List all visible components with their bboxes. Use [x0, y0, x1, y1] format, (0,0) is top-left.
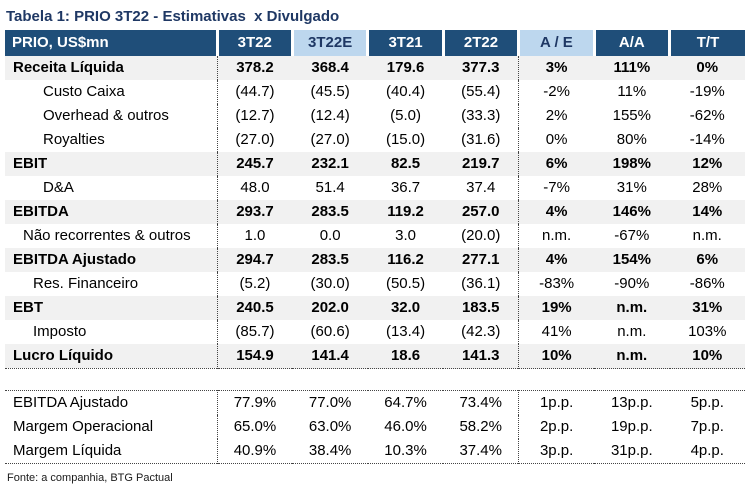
value-cell: 6%: [519, 152, 594, 176]
value-cell: 41%: [519, 320, 594, 344]
value-cell: 377.3: [443, 56, 518, 80]
value-cell: -14%: [689, 131, 725, 148]
table-row: [5, 80, 745, 104]
value-cell: -7%: [519, 176, 594, 200]
value-cell: 31p.p.: [610, 442, 653, 459]
value-cell: 2p.p.: [519, 415, 594, 439]
table-row: [5, 152, 745, 176]
row-label: EBITDA Ajustado: [5, 248, 217, 272]
value-cell: 10%: [670, 344, 745, 369]
estimates-vs-reported-table: [5, 30, 745, 369]
value-cell: 277.1: [443, 248, 518, 272]
value-cell: 1p.p.: [519, 391, 594, 416]
value-cell: 0.0: [319, 227, 341, 244]
table-row: [5, 415, 745, 439]
value-cell: 103%: [688, 323, 727, 340]
value-cell: n.m.: [617, 323, 647, 340]
value-cell: 198%: [594, 152, 669, 176]
row-label: Margem Líquida: [13, 442, 122, 459]
value-cell: 11%: [617, 83, 647, 100]
value-cell: 58.2%: [459, 418, 502, 435]
row-label: Imposto: [33, 323, 87, 340]
value-cell: 4p.p.: [690, 442, 724, 459]
value-cell: n.m.: [692, 227, 722, 244]
row-label: Não recorrentes & outros: [23, 227, 191, 244]
table-row: [5, 248, 745, 272]
value-cell: n.m.: [594, 296, 669, 320]
value-cell: 77.0%: [308, 394, 352, 411]
value-cell: 19p.p.: [610, 418, 653, 435]
value-cell: 65.0%: [217, 415, 292, 439]
value-cell: 240.5: [217, 296, 292, 320]
value-cell: 64.7%: [384, 394, 427, 411]
value-cell: 119.2: [368, 200, 443, 224]
value-cell: 154%: [594, 248, 669, 272]
value-cell: 12%: [670, 152, 745, 176]
value-cell: 51.4: [315, 179, 345, 196]
value-cell: 77.9%: [217, 391, 292, 416]
value-cell: 37.4%: [459, 442, 502, 459]
value-cell: 202.0: [292, 296, 367, 320]
value-cell: (27.0): [310, 131, 350, 148]
value-cell: 4%: [519, 248, 594, 272]
value-cell: 36.7: [390, 179, 421, 196]
value-cell: 257.0: [443, 200, 518, 224]
value-cell: (5.2): [217, 272, 292, 296]
header-cell: 2T22: [443, 30, 518, 56]
value-cell: 7p.p.: [690, 418, 724, 435]
margins-table: [5, 390, 745, 464]
value-cell: 28%: [692, 179, 723, 196]
value-cell: 4%: [519, 200, 594, 224]
value-cell: -62%: [689, 107, 725, 124]
header-cell: 3T21: [368, 30, 443, 56]
table-row: [5, 56, 745, 80]
value-cell: 37.4: [466, 179, 496, 196]
value-cell: 13p.p.: [610, 394, 653, 411]
value-cell: (30.0): [310, 275, 350, 292]
value-cell: 111%: [594, 56, 669, 80]
value-cell: 10.3%: [384, 442, 427, 459]
header-cell: 3T22E: [292, 30, 367, 56]
value-cell: -83%: [519, 272, 594, 296]
value-cell: 10%: [519, 344, 594, 369]
row-label: Custo Caixa: [43, 83, 125, 100]
value-cell: 31%: [670, 296, 745, 320]
value-cell: n.m.: [594, 344, 669, 369]
value-cell: (12.7): [217, 104, 292, 128]
margins-table-body: [5, 391, 745, 464]
value-cell: 294.7: [217, 248, 292, 272]
value-cell: 48.0: [217, 176, 292, 200]
header-cell: T/T: [670, 30, 745, 56]
value-cell: 141.3: [443, 344, 518, 369]
value-cell: 40.9%: [217, 439, 292, 464]
value-cell: (13.4): [385, 323, 426, 340]
row-label: D&A: [43, 179, 74, 196]
row-label: Royalties: [43, 131, 105, 148]
table-body: [5, 56, 745, 369]
value-cell: (50.5): [385, 275, 426, 292]
value-cell: 232.1: [292, 152, 367, 176]
value-cell: 0%: [519, 128, 594, 152]
table-row: [5, 272, 745, 296]
value-cell: 146%: [594, 200, 669, 224]
value-cell: 141.4: [292, 344, 367, 369]
value-cell: 0%: [670, 56, 745, 80]
table-row: [5, 104, 745, 128]
value-cell: -90%: [614, 275, 650, 292]
table-row: [5, 344, 745, 369]
value-cell: -86%: [689, 275, 725, 292]
value-cell: (36.1): [461, 275, 501, 292]
row-label: EBITDA Ajustado: [13, 394, 129, 411]
value-cell: 5p.p.: [690, 394, 724, 411]
value-cell: 245.7: [217, 152, 292, 176]
table-title: Tabela 1: PRIO 3T22 - Estimativas x Divulgado: [6, 8, 340, 25]
value-cell: -2%: [519, 80, 594, 104]
table-row: [5, 200, 745, 224]
value-cell: (85.7): [217, 320, 292, 344]
header-cell: A/A: [594, 30, 669, 56]
value-cell: 3p.p.: [519, 439, 594, 464]
value-cell: 3.0: [395, 227, 416, 244]
value-cell: 3%: [519, 56, 594, 80]
value-cell: (42.3): [461, 323, 501, 340]
value-cell: (33.3): [461, 107, 501, 124]
value-cell: 179.6: [368, 56, 443, 80]
row-label: EBT: [5, 296, 217, 320]
value-cell: 14%: [670, 200, 745, 224]
value-cell: 80%: [616, 131, 647, 148]
source-note: Fonte: a companhia, BTG Pactual: [7, 472, 173, 484]
table-row: [5, 224, 745, 248]
value-cell: 293.7: [217, 200, 292, 224]
header-cell-label: PRIO, US$mn: [5, 30, 217, 56]
row-label: Lucro Líquido: [5, 344, 217, 369]
row-label: Receita Líquida: [5, 56, 217, 80]
value-cell: 2%: [519, 104, 594, 128]
header-row: [5, 30, 745, 56]
value-cell: (20.0): [461, 227, 501, 244]
row-label: EBITDA: [5, 200, 217, 224]
value-cell: 6%: [670, 248, 745, 272]
value-cell: 31%: [616, 179, 647, 196]
table-row: [5, 391, 745, 416]
value-cell: 32.0: [368, 296, 443, 320]
value-cell: 283.5: [292, 248, 367, 272]
value-cell: 219.7: [443, 152, 518, 176]
value-cell: (60.6): [310, 323, 350, 340]
table-row: [5, 128, 745, 152]
value-cell: 73.4%: [459, 394, 502, 411]
value-cell: (27.0): [217, 128, 292, 152]
value-cell: 368.4: [292, 56, 367, 80]
value-cell: (45.5): [310, 83, 350, 100]
value-cell: (5.0): [390, 107, 421, 124]
value-cell: n.m.: [519, 224, 594, 248]
table-row: [5, 296, 745, 320]
value-cell: (55.4): [461, 83, 501, 100]
value-cell: -67%: [614, 227, 650, 244]
row-label: Res. Financeiro: [33, 275, 139, 292]
value-cell: (31.6): [461, 131, 501, 148]
row-label: Overhead & outros: [43, 107, 169, 124]
table-row: [5, 439, 745, 464]
table-row: [5, 176, 745, 200]
value-cell: 82.5: [368, 152, 443, 176]
value-cell: 19%: [519, 296, 594, 320]
value-cell: 378.2: [217, 56, 292, 80]
table-header: [5, 30, 745, 56]
header-cell: A / E: [519, 30, 594, 56]
value-cell: 18.6: [368, 344, 443, 369]
value-cell: 283.5: [292, 200, 367, 224]
value-cell: 1.0: [217, 224, 292, 248]
value-cell: (44.7): [217, 80, 292, 104]
value-cell: -19%: [689, 83, 725, 100]
value-cell: 116.2: [368, 248, 443, 272]
value-cell: 38.4%: [308, 442, 352, 459]
value-cell: (12.4): [310, 107, 350, 124]
value-cell: 183.5: [443, 296, 518, 320]
row-label: EBIT: [5, 152, 217, 176]
value-cell: 154.9: [217, 344, 292, 369]
row-label: Margem Operacional: [13, 418, 154, 435]
value-cell: 46.0%: [384, 418, 427, 435]
value-cell: (40.4): [385, 83, 426, 100]
header-cell: 3T22: [217, 30, 292, 56]
value-cell: (15.0): [385, 131, 426, 148]
table-row: [5, 320, 745, 344]
value-cell: 63.0%: [308, 418, 352, 435]
value-cell: 155%: [612, 107, 651, 124]
